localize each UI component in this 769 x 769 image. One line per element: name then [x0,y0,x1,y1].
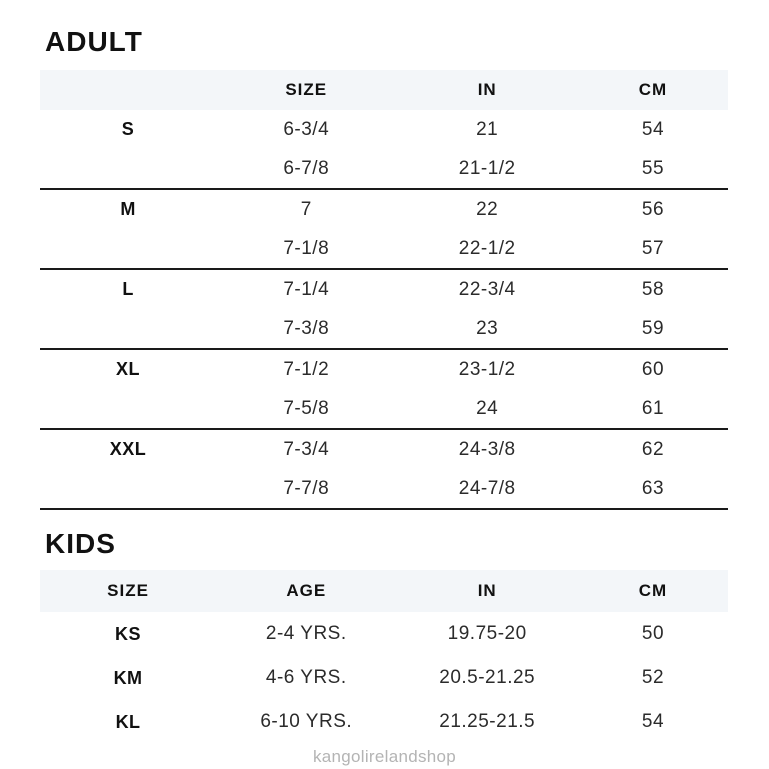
table-row [40,270,728,309]
table-row [40,149,728,188]
adult-size-table [40,70,728,510]
table-row [40,612,728,656]
age-cell: 4-6 YRS. [265,667,347,688]
size-label-cell: KS [115,623,142,644]
hat-size-cell: 7-3/4 [283,438,330,460]
inches-cell: 24-3/8 [458,438,516,460]
hat-size-cell: 6-3/4 [283,118,330,140]
inches-cell: 24 [476,397,499,419]
adult-header-cell-in: IN [477,80,497,99]
hat-size-cell: 7-7/8 [283,477,330,499]
cm-cell: 59 [641,317,665,339]
adult-size-group-l [40,270,728,350]
cm-cell: 50 [641,623,665,644]
hat-size-cell: 6-7/8 [283,157,330,179]
cm-cell: 56 [641,198,665,220]
age-cell: 2-4 YRS. [265,623,347,644]
adult-size-group-m [40,190,728,270]
hat-size-cell: 7-3/8 [283,317,330,339]
size-label-cell: XXL [109,439,147,459]
size-label-cell: KM [113,667,143,688]
inches-cell: 21 [476,118,499,140]
size-label-cell: KL [115,711,141,732]
size-label-cell: S [121,119,135,139]
inches-cell: 22-1/2 [458,237,516,259]
cm-cell: 54 [641,118,665,140]
table-row [40,350,728,389]
adult-size-group-xxl [40,430,728,510]
table-row [40,110,728,149]
table-row [40,430,728,469]
hat-size-cell: 7-5/8 [283,397,330,419]
table-row [40,700,728,744]
cm-cell: 60 [641,358,665,380]
size-label-cell: XL [116,359,141,379]
table-row [40,656,728,700]
adult-section-title: ADULT [45,26,143,57]
adult-table-header-row [40,70,728,110]
hat-size-cell: 7-1/4 [283,278,330,300]
size-label-cell: L [122,279,134,299]
inches-cell: 19.75-20 [447,623,527,644]
cm-cell: 63 [641,477,665,499]
watermark-text: kangolirelandshop [312,747,457,766]
table-row [40,469,728,508]
table-row [40,389,728,428]
hat-size-cell: 7 [300,198,312,220]
table-row [40,190,728,229]
inches-cell: 21-1/2 [458,157,516,179]
inches-cell: 21.25-21.5 [439,711,536,732]
adult-header-cell-size: SIZE [285,80,328,99]
kids-size-table [40,570,728,744]
adult-size-group-xl [40,350,728,430]
table-row [40,309,728,348]
hat-size-cell: 7-1/2 [283,358,330,380]
kids-header-cell-cm: CM [638,581,668,600]
hat-size-cell: 7-1/8 [283,237,330,259]
table-row [40,229,728,268]
inches-cell: 24-7/8 [458,477,516,499]
cm-cell: 62 [641,438,665,460]
inches-cell: 23 [476,317,499,339]
adult-size-group-s [40,110,728,190]
kids-table-header-row [40,570,728,612]
inches-cell: 20.5-21.25 [439,667,536,688]
cm-cell: 61 [641,397,665,419]
kids-header-cell-in: IN [477,581,497,600]
kids-header-cell-size: SIZE [107,581,149,600]
age-cell: 6-10 YRS. [260,711,353,732]
cm-cell: 54 [641,711,665,732]
kids-header-cell-age: AGE [286,581,327,600]
kids-section-title: KIDS [45,528,116,559]
inches-cell: 23-1/2 [458,358,516,380]
cm-cell: 52 [641,667,665,688]
cm-cell: 58 [641,278,665,300]
inches-cell: 22 [476,198,499,220]
cm-cell: 55 [641,157,665,179]
size-label-cell: M [120,199,136,219]
inches-cell: 22-3/4 [458,278,516,300]
cm-cell: 57 [641,237,665,259]
adult-header-cell-cm: CM [638,80,668,99]
